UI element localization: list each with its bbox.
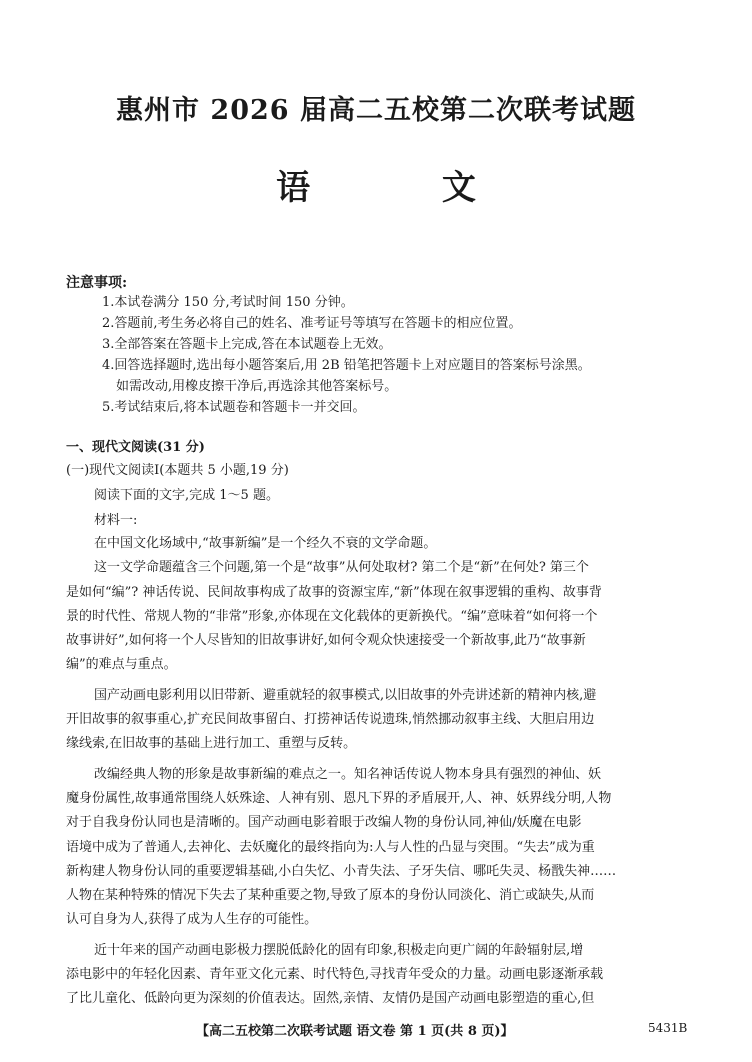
passage-line: 添电影中的年轻化因素、青年亚文化元素、时代特色,寻找青年受众的力量。动画电影逐渐承载 bbox=[66, 967, 604, 983]
passage-line: 国产动画电影利用以旧带新、避重就轻的叙事模式,以旧故事的外壳讲述新的精神内核,避 bbox=[94, 687, 597, 703]
subject-title: 语 文 bbox=[276, 168, 536, 208]
notice-item: 2.答题前,考生务必将自己的姓名、准考证号等填写在答题卡的相应位置。 bbox=[102, 316, 522, 331]
passage-line: 故事讲好”,如何将一个人尽皆知的旧故事讲好,如何令观众快速接受一个新故事,此乃“故事新 bbox=[66, 633, 586, 649]
passage bbox=[66, 532, 688, 1012]
notice-heading: 注意事项: bbox=[66, 275, 128, 291]
passage-line: 开旧故事的叙事重心,扩充民间故事留白、打捞神话传说遗珠,悄然挪动叙事主线、大胆启用边 bbox=[66, 712, 595, 728]
passage-line: 语境中成为了普通人,去神化、去妖魔化的最终指向为:人与人性的凸显与突围。“失去”成为重 bbox=[66, 839, 595, 855]
notice-item: 1.本试卷满分 150 分,考试时间 150 分钟。 bbox=[102, 295, 354, 310]
footer-code: 5431B bbox=[648, 1021, 688, 1035]
passage-line: 这一文学命题蕴含三个问题,第一个是“故事”从何处取材? 第二个是“新”在何处? 第三个 bbox=[94, 560, 589, 576]
exam-title: 惠州市 2026 届高二五校第二次联考试题 bbox=[116, 95, 636, 126]
passage-line: 认可自身为人,获得了成为人生存的可能性。 bbox=[66, 912, 318, 928]
notice-item: 5.考试结束后,将本试题卷和答题卡一并交回。 bbox=[102, 400, 366, 415]
notice-item: 4.回答选择题时,选出每小题答案后,用 2B 铅笔把答题卡上对应题目的答案标号涂黑。 bbox=[102, 358, 591, 373]
passage-line: 编”的难点与重点。 bbox=[66, 657, 177, 673]
passage-line: 改编经典人物的形象是故事新编的难点之一。知名神话传说人物本身具有强烈的神仙、妖 bbox=[94, 766, 602, 782]
passage-line: 新构建人物身份认同的重要逻辑基础,小白失忆、小青失法、子牙失信、哪吒失灵、杨戬失神…… bbox=[66, 863, 617, 879]
passage-line: 景的时代性、常规人物的“非常”形象,亦体现在文化载体的更新换代。“编”意味着“如何将一个 bbox=[66, 608, 598, 624]
passage-line: 缘线索,在旧故事的基础上进行加工、重塑与反转。 bbox=[66, 736, 357, 752]
material-label: 材料一: bbox=[94, 513, 138, 528]
passage-line: 在中国文化场域中,“故事新编”是一个经久不衰的文学命题。 bbox=[94, 536, 437, 551]
passage-line: 近十年来的国产动画电影极力摆脱低龄化的固有印象,积极走向更广阔的年龄辐射层,增 bbox=[94, 942, 584, 958]
passage-line: 人物在某种特殊的情况下失去了某种重要之物,导致了原本的身份认同淡化、消亡或缺失,从而 bbox=[66, 888, 595, 904]
notice-list bbox=[102, 292, 702, 418]
passage-line: 对于自我身份认同也是清晰的。国产动画电影着眼于改编人物的身份认同,神仙/妖魔在电影 bbox=[66, 815, 582, 831]
passage-line: 魔身份属性,故事通常围绕人妖殊途、人神有别、恩凡下界的矛盾展开,人、神、妖界线分明,人物 bbox=[66, 790, 612, 806]
section-heading: 一、现代文阅读(31 分) bbox=[66, 440, 205, 455]
notice-item: 3.全部答案在答题卡上完成,答在本试题卷上无效。 bbox=[102, 337, 392, 352]
subsection-heading: (一)现代文阅读Ⅰ(本题共 5 小题,19 分) bbox=[66, 463, 289, 478]
passage-line: 是如何“编”? 神话传说、民间故事构成了故事的资源宝库,“新”体现在叙事逻辑的重构、故事背 bbox=[66, 584, 602, 600]
reading-instruction: 阅读下面的文字,完成 1～5 题。 bbox=[94, 488, 279, 503]
notice-item-continuation: 如需改动,用橡皮擦干净后,再选涂其他答案标号。 bbox=[116, 379, 398, 394]
passage-line: 了比儿童化、低龄向更为深刻的价值表达。固然,亲情、友情仍是国产动画电影塑造的重心,但 bbox=[66, 991, 595, 1007]
footer-page-info: 【高二五校第二次联考试题 语文卷 第 1 页(共 8 页)】 bbox=[196, 1024, 514, 1039]
